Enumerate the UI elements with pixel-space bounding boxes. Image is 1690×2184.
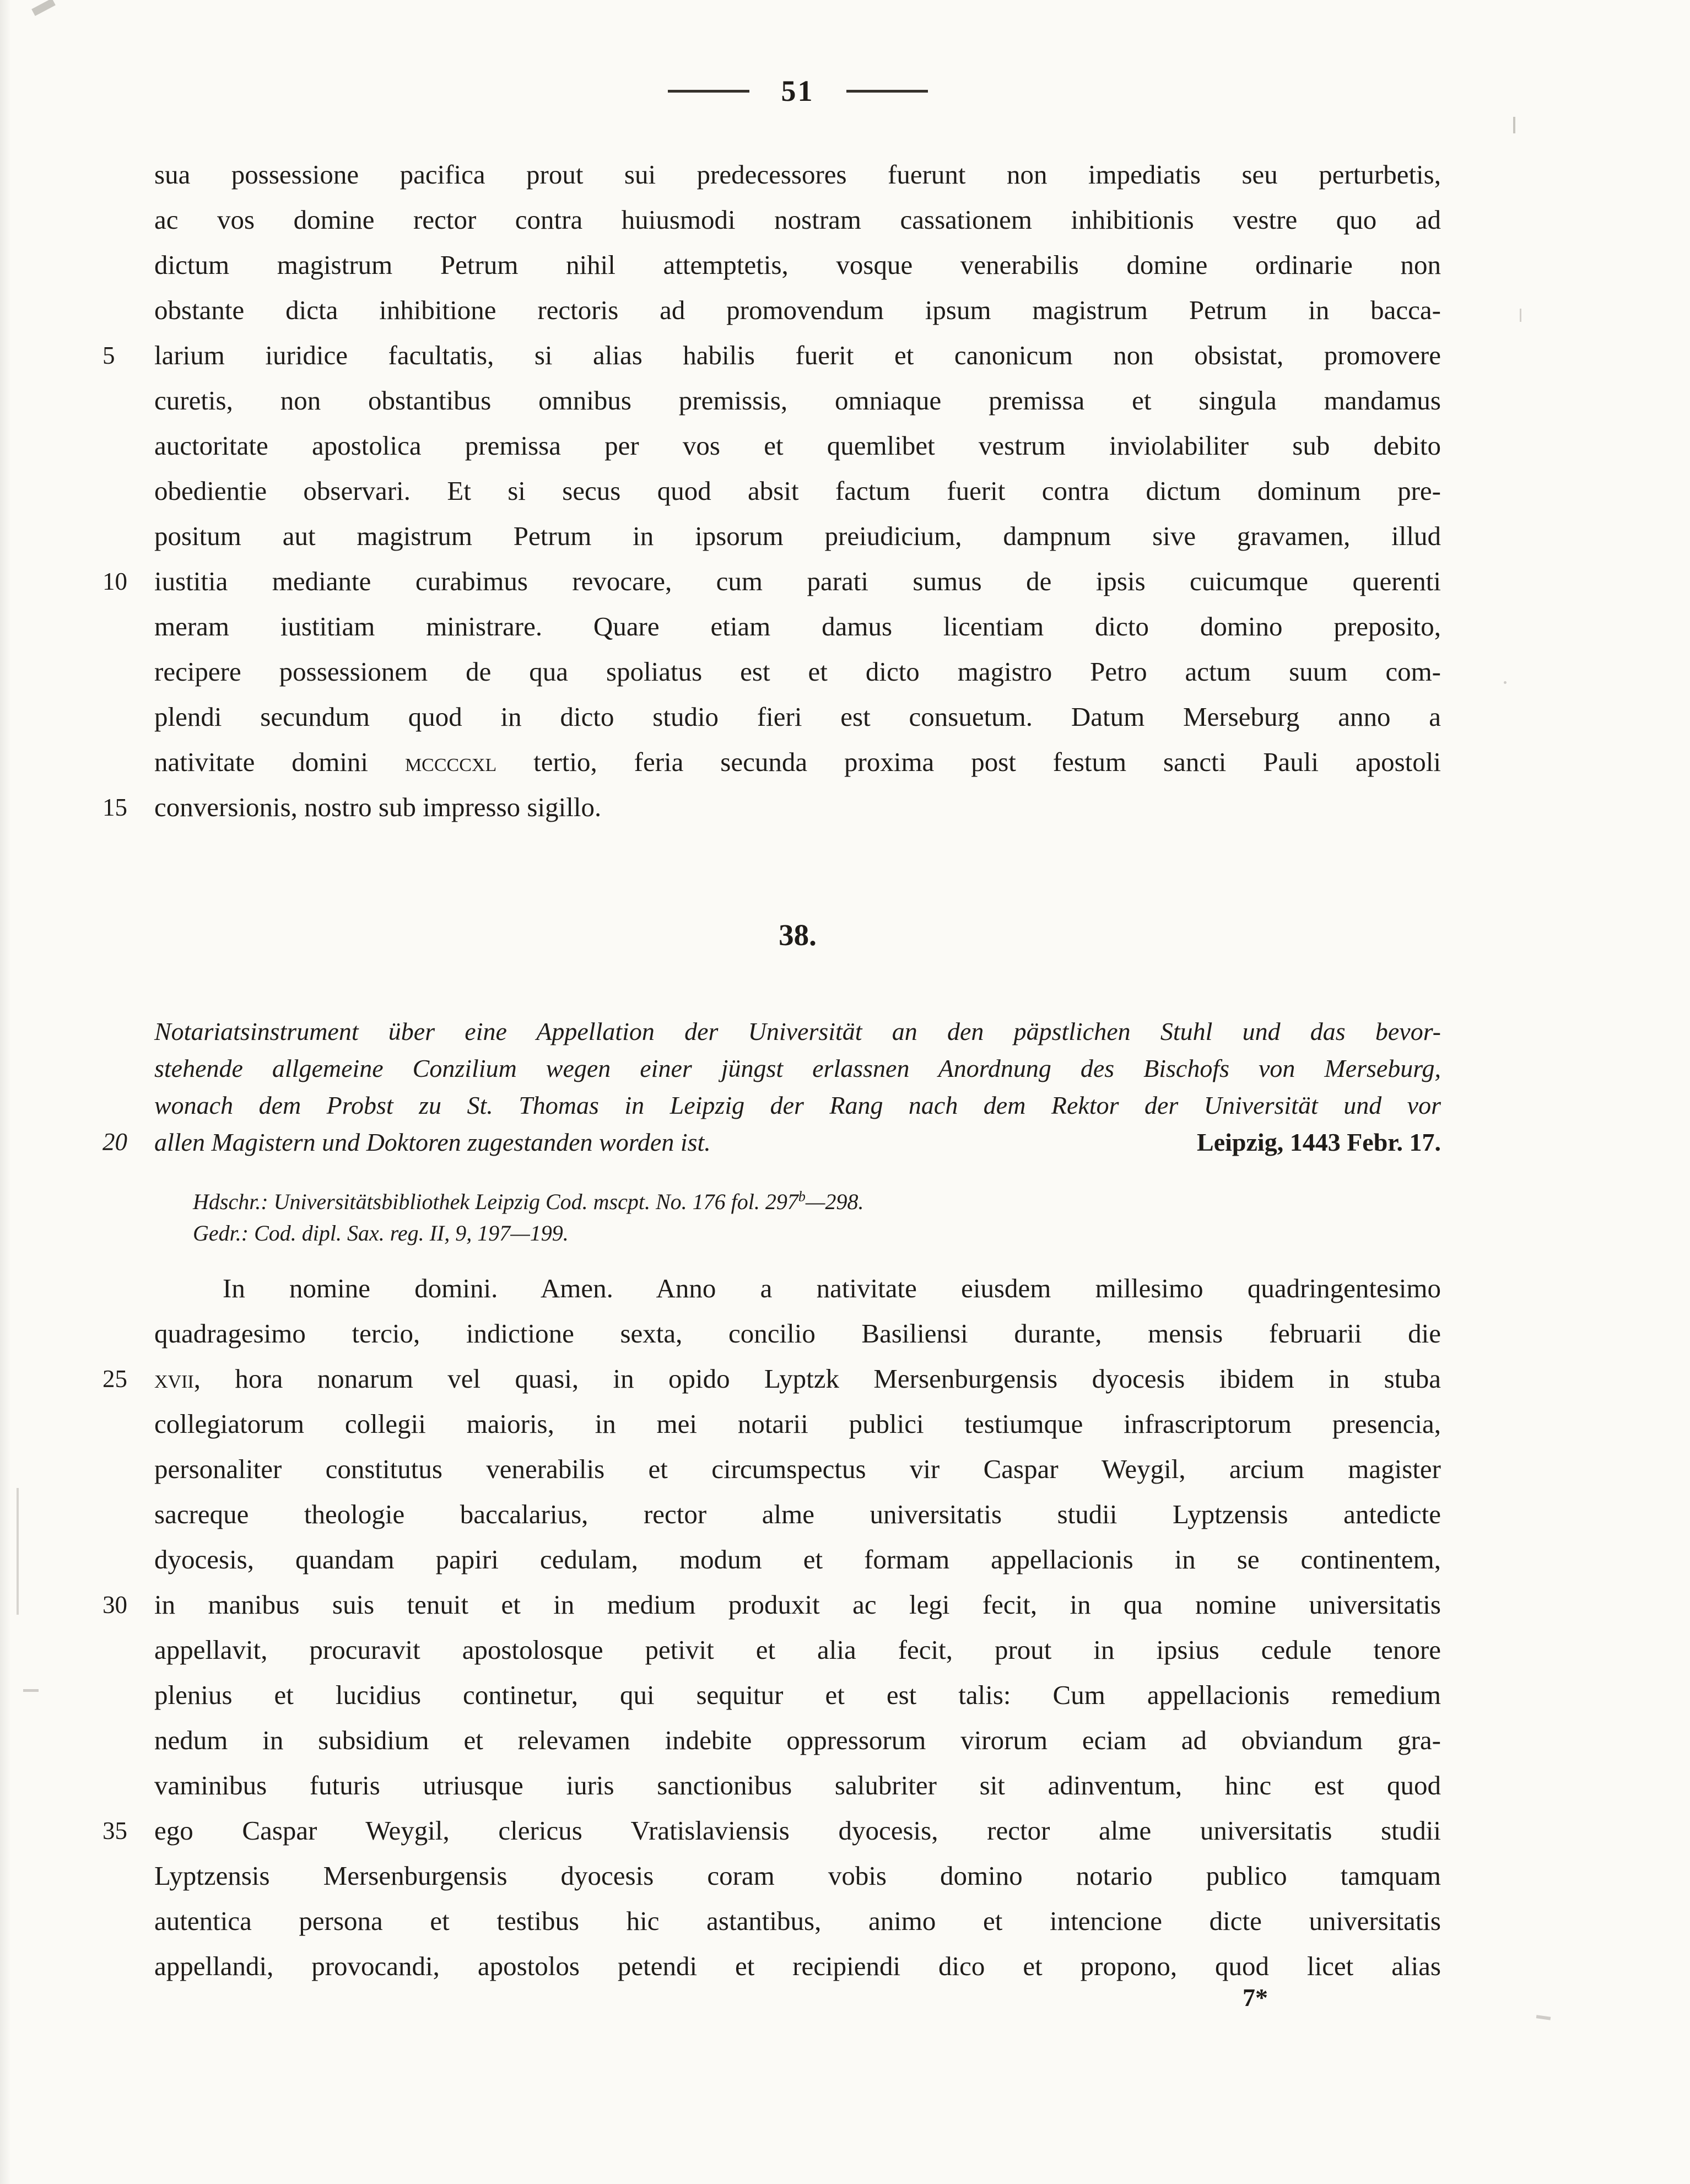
line-text: auctoritate apostolica premissa per vos et quemlibet vestrum inviolabiliter sub debito (154, 430, 1441, 461)
summary-line (154, 1050, 1441, 1087)
line-text: recipere possessionem de qua spoliatus est et dicto magistro Petro actum suum com- (154, 656, 1441, 687)
text-line (154, 1311, 1441, 1356)
scan-artifact (1513, 117, 1515, 133)
line-text: meram iustitiam ministrare. Quare etiam damus licentiam dicto domino preposito, (154, 611, 1441, 641)
page-number: 51 (781, 74, 814, 107)
line-text: dyocesis, quandam papiri cedulam, modum et formam appellacionis in se continentem, (154, 1544, 1441, 1574)
text-line (154, 1853, 1441, 1899)
line-text: dictum magistrum Petrum nihil attemptetis, vosque venerabilis domine ordinarie non (154, 250, 1441, 280)
summary-line (102, 1124, 1441, 1161)
text-line (154, 288, 1441, 333)
text-line (154, 1447, 1441, 1492)
text-line (154, 242, 1441, 288)
line-text: allen Magistern und Doktoren zugestanden worden ist. (154, 1128, 711, 1156)
scan-artifact (1504, 681, 1507, 684)
text-line (154, 1537, 1441, 1582)
line-text: collegiatorum collegii maioris, in mei notarii publici testiumque infrascriptorum presencia, (154, 1409, 1441, 1439)
source-text: Hdschr.: Universitätsbibliothek Leipzig Cod. mscpt. No. 176 fol. 297 (193, 1189, 798, 1214)
line-text: obstante dicta inhibitione rectoris ad promovendum ipsum magistrum Petrum in bacca- (154, 295, 1441, 325)
margin-line-number-30: 30 (102, 1591, 127, 1619)
line-text: iustitia mediante curabimus revocare, cum parati sumus de ipsis cuicumque querenti (154, 566, 1441, 596)
text-line (102, 1356, 1441, 1401)
line-text: vaminibus futuris utriusque iuris sanctionibus salubriter sit adinventum, hinc est quod (154, 1770, 1441, 1800)
document-number-heading: 38. (779, 918, 817, 952)
line-text: wonach dem Probst zu St. Thomas in Leipzig der Rang nach dem Rektor der Universität und vor (154, 1091, 1441, 1119)
line-text: tertio, feria secunda proxima post festum sancti Pauli apostoli (496, 747, 1441, 777)
source-text: Gedr.: Cod. dipl. Sax. reg. II, 9, 197—199. (193, 1221, 569, 1245)
scan-artifact (1536, 2015, 1551, 2020)
text-line (102, 559, 1441, 604)
line-text: appellavit, procuravit apostolosque petivit et alia fecit, prout in ipsius cedule tenore (154, 1635, 1441, 1665)
line-text: In nomine domini. Amen. Anno a nativitate eiusdem millesimo quadringentesimo (223, 1273, 1441, 1303)
line-text: autentica persona et testibus hic astantibus, animo et intencione dicte universitatis (154, 1906, 1441, 1936)
text-line (102, 333, 1441, 378)
line-text: , hora nonarum vel quasi, in opido Lyptzk Mersenburgensis dyocesis ibidem in stuba (193, 1363, 1441, 1394)
latin-text-block-2 (102, 1266, 1441, 1989)
margin-line-number-20: 20 (102, 1128, 127, 1156)
text-line (154, 1944, 1441, 1989)
line-text: Notariatsinstrument über eine Appellation der Universität an den päpstlichen Stuhl und das bevor- (154, 1017, 1441, 1045)
line-text: Lyptzensis Mersenburgensis dyocesis coram vobis domino notario publico tamquam (154, 1861, 1441, 1891)
line-text: appellandi, provocandi, apostolos petendi et recipiendi dico et propono, quod licet alias (154, 1951, 1441, 1981)
line-text: ego Caspar Weygil, clericus Vratislaviensis dyocesis, rector alme universitatis studii (154, 1815, 1441, 1846)
scan-artifact (17, 1488, 19, 1615)
text-line (154, 1401, 1441, 1447)
line-text: obedientie observari. Et si secus quod absit factum fuerit contra dictum dominum pre- (154, 476, 1441, 506)
text-line (154, 468, 1441, 514)
text-line (154, 197, 1441, 242)
line-text: quadragesimo tercio, indictione sexta, concilio Basiliensi durante, mensis februarii die (154, 1318, 1441, 1349)
roman-numeral-date: mccccxl (404, 747, 497, 777)
superscript-folio-letter: b (798, 1188, 806, 1205)
margin-line-number-10: 10 (102, 568, 127, 595)
margin-line-number-5: 5 (102, 342, 115, 369)
document-summary (102, 1013, 1441, 1161)
line-text: ac vos domine rector contra huiusmodi nostram cassationem inhibitionis vestre quo ad (154, 204, 1441, 235)
scan-edge-shadow (0, 0, 11, 2184)
summary-line (154, 1013, 1441, 1050)
text-line (154, 152, 1441, 197)
line-text: nedum in subsidium et relevamen indebite oppressorum virorum eciam ad obviandum gra- (154, 1725, 1441, 1755)
line-text: personaliter constitutus venerabilis et circumspectus vir Caspar Weygil, arcium magister (154, 1454, 1441, 1484)
line-text: plendi secundum quod in dicto studio fieri est consuetum. Datum Merseburg anno a (154, 702, 1441, 732)
line-text: conversionis, nostro sub impresso sigillo. (154, 792, 602, 822)
margin-line-number-35: 35 (102, 1817, 127, 1845)
source-text: —298. (805, 1189, 864, 1214)
line-text: sacreque theologie baccalarius, rector alme universitatis studii Lyptzensis antedicte (154, 1499, 1441, 1529)
place-date-line: Leipzig, 1443 Febr. 17. (1197, 1128, 1441, 1156)
line-text: in manibus suis tenuit et in medium produxit ac legi fecit, in qua nomine universitatis (154, 1589, 1441, 1620)
manuscript-source-line (193, 1186, 1441, 1217)
source-references (154, 1186, 1441, 1249)
text-line (154, 694, 1441, 740)
text-line (154, 514, 1441, 559)
text-line (102, 1808, 1441, 1853)
text-column (102, 0, 1441, 2184)
text-line (154, 1673, 1441, 1718)
text-line (154, 1627, 1441, 1673)
line-text: stehende allgemeine Conzilium wegen einer jüngst erlassnen Anordnung des Bischofs von Merseburg, (154, 1054, 1441, 1082)
text-line (154, 1899, 1441, 1944)
text-line (154, 1718, 1441, 1763)
text-line (154, 1763, 1441, 1808)
line-text: plenius et lucidius continetur, qui sequitur et est talis: Cum appellacionis remedium (154, 1680, 1441, 1710)
text-line (154, 1492, 1441, 1537)
scan-artifact (23, 1689, 39, 1692)
line-text: nativitate domini (154, 747, 405, 777)
text-line (102, 785, 1441, 830)
line-text: larium iuridice facultatis, si alias habilis fuerit et canonicum non obsistat, promovere (154, 340, 1441, 370)
margin-line-number-15: 15 (102, 794, 127, 821)
text-line (154, 649, 1441, 694)
summary-line (154, 1087, 1441, 1124)
roman-numeral-day: xvii (154, 1363, 194, 1394)
text-line (154, 740, 1441, 785)
text-line (154, 604, 1441, 649)
text-line (154, 423, 1441, 468)
latin-text-block-1 (102, 152, 1441, 830)
line-text: curetis, non obstantibus omnibus premissis, omniaque premissa et singula mandamus (154, 385, 1441, 416)
scan-artifact (31, 0, 56, 16)
scan-artifact (1520, 309, 1521, 322)
line-text: positum aut magistrum Petrum in ipsorum preiudicium, dampnum sive gravamen, illud (154, 521, 1441, 551)
text-line (102, 1582, 1441, 1627)
printed-source-line (193, 1217, 1441, 1249)
text-line (154, 378, 1441, 423)
signature-mark: 7* (1243, 1983, 1268, 2012)
margin-line-number-25: 25 (102, 1365, 127, 1393)
line-text: sua possessione pacifica prout sui predecessores fuerunt non impediatis seu perturbetis, (154, 159, 1441, 190)
text-line (154, 1266, 1441, 1311)
